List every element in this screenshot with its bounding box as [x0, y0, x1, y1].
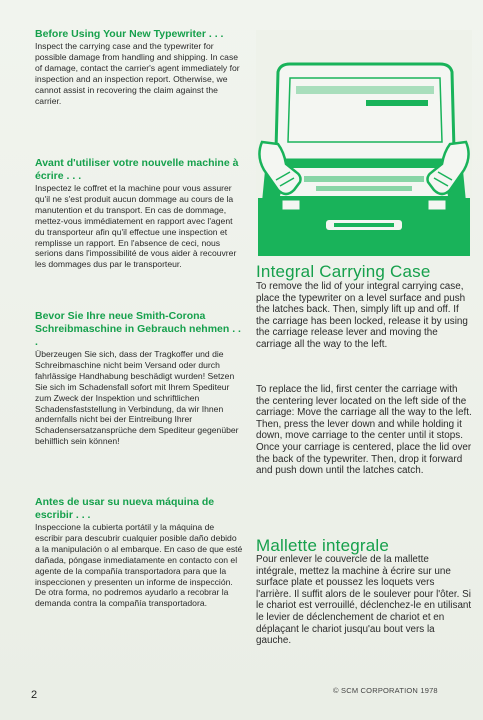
section-body: Inspect the carrying case and the typewriter for possible damage from handling and shipping. In case of damage, contact the carrier's agent immediately for inspection and an inspection report. Otherwise, we cannot assist in recovering the claim against the carrier. [35, 41, 240, 106]
integral-case-title: Integral Carrying Case [256, 262, 431, 281]
integral-case-paragraph-2: To replace the lid, first center the carriage with the centering lever located on the left side of the carriage: Move the carriage all the way to the left. Then, press the lever down and while holding it down, move carriage to the center until it stops. Once your carriage is centered, place the lid over the back of the typewriter. Then, drop it forward and push down until the latches catch. [256, 384, 472, 477]
section-english [35, 28, 243, 106]
section-body: Inspectez le coffret et la machine pour vous assurer qu'il ne s'est produit aucun dommage au cours de la manutention et du transport. En cas de dommage, mettez-vous immédiatement en rapport avec l'agent du transporteur afin qu'il effectue une inspection et remplisse un rapport. En l'absence de ceci, nous serions dans l'impossibilité de vous aider à recouvrer les dommages dus par le transporteur. [35, 183, 237, 270]
section-german [35, 310, 243, 447]
page-number: 2 [31, 689, 38, 701]
section-body: Überzeugen Sie sich, dass der Tragkoffer und die Schreibmaschine nicht beim Versand oder durch fahrlässige Handhabung beschädigt wurden! Setzen Sie sich im Schadensfall sofort mit Ihrem Spediteur zum Zweck der Inspektion und schriftlichen Schadensfaststellung in Verbindung, da wir Ihnen andernfalls nicht bei der Eintreibung Ihrer Schadensersatzansprüche dem Spediteur gegenüber behilflich sein können! [35, 349, 239, 447]
carrying-case-illustration [256, 30, 472, 258]
section-spanish [35, 496, 243, 609]
section-heading: Bevor Sie Ihre neue Smith-Corona Schreibmaschine in Gebrauch nehmen . . . [35, 310, 241, 348]
copyright-notice: © SCM CORPORATION 1978 [333, 686, 438, 695]
section-heading: Avant d'utiliser votre nouvelle machine à écrire . . . [35, 157, 239, 182]
section-french [35, 157, 243, 270]
section-heading: Antes de usar su nueva máquina de escribir . . . [35, 496, 215, 521]
section-heading: Before Using Your New Typewriter . . . [35, 28, 224, 40]
integral-case-paragraph-1: To remove the lid of your integral carrying case, place the typewriter on a level surface and push the latches back. Then, simply lift up and off. If the carriage has been locked, release it by using the carriage release lever and moving the carriage all the way to the left. [256, 281, 468, 350]
section-body: Inspeccione la cubierta portátil y la máquina de escribir para descubrir cualquier posible daño debido a la manipulación o al embarque. En caso de que esté dañada, póngase inmediatamente en contacto con el agente de la compañía transportadora para que la inspeccionen y presenten un informe de inspección. De otra forma, no podremos ayudarlo a recobrar la demanda contra la compañía transportadora. [35, 522, 243, 609]
mallette-title: Mallette integrale [256, 536, 390, 555]
mallette-paragraph: Pour enlever le couvercle de la mallette intégrale, mettez la machine à écrire sur une surface plate et poussez les loquets vers l'arrière. Il suffit alors de le soulever pour l'ôter. Si le chariot est verrouillé, déclenchez-le en utilisant le levier de déclenchement de chariot et en déplaçant le chariot jusqu'au bout vers la gauche. [256, 554, 472, 647]
